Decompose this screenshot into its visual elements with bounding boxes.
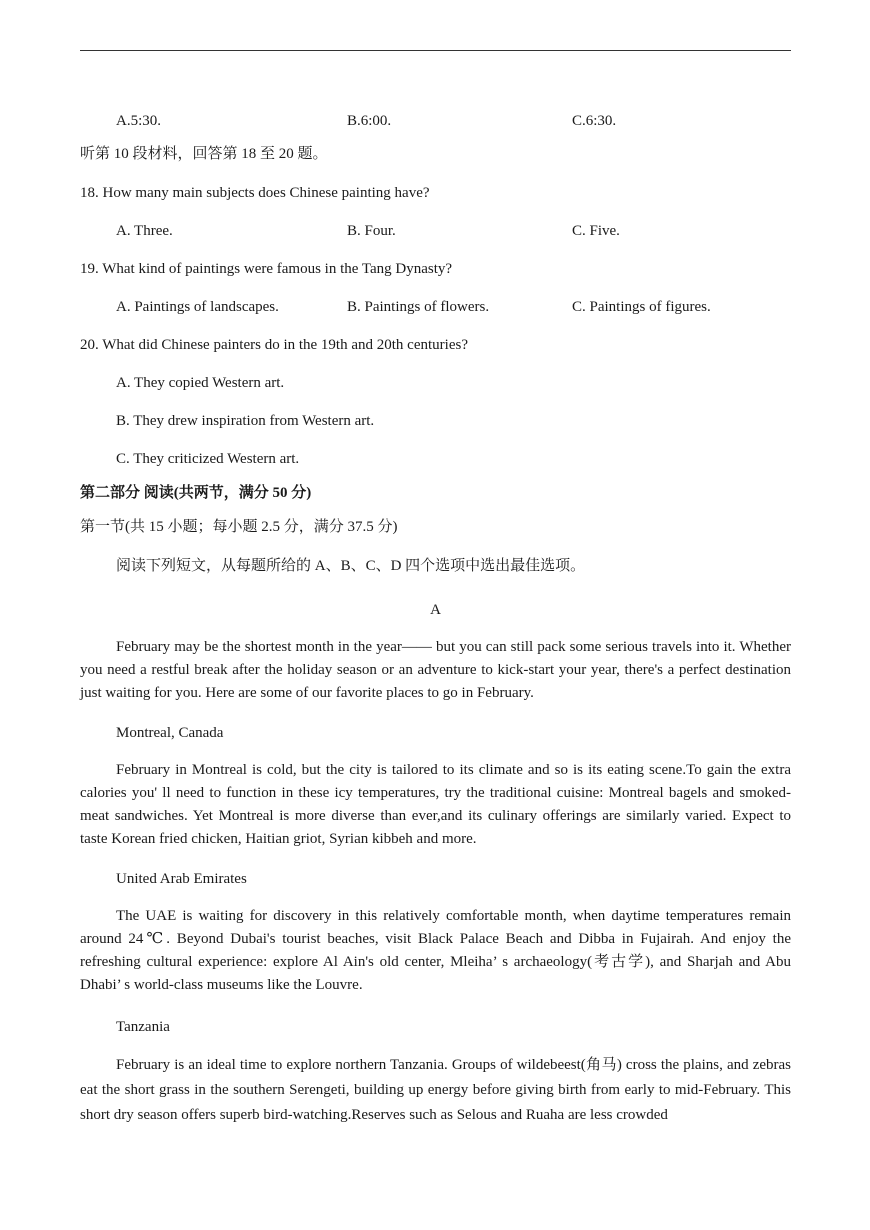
q18-option-b: B. Four. [347, 223, 396, 239]
q17-option-a: A.5:30. [116, 113, 161, 129]
intro-paragraph: February may be the shortest month in the year—— but you can still pack some serious travels into it. Whether you need a restful break after the holiday season or an adventure to kick-start your year, there's a perfect destination just waiting for you. Here are some of our favorite places to go in February. [80, 639, 791, 701]
destination-heading-uae: United Arab Emirates [116, 871, 247, 887]
destination-heading-tanzania: Tanzania [116, 1019, 170, 1035]
reading-instruction: 阅读下列短文，从每题所给的 A、B、C、D 四个选项中选出最佳选项。 [116, 558, 586, 574]
question-18-stem: 18. How many main subjects does Chinese painting have? [80, 185, 430, 201]
section10-instruction: 听第 10 段材料，回答第 18 至 20 题。 [80, 146, 328, 162]
q19-option-b: B. Paintings of flowers. [347, 299, 490, 315]
destination-heading-montreal: Montreal, Canada [116, 725, 224, 741]
q19-option-c: C. Paintings of figures. [572, 299, 711, 315]
part2-title: 第二部分 阅读(共两节，满分 50 分) [80, 485, 312, 501]
q17-option-b: B.6:00. [347, 113, 392, 129]
question-20-stem: 20. What did Chinese painters do in the 19th and 20th centuries? [80, 337, 468, 353]
q20-option-b: B. They drew inspiration from Western art. [116, 413, 375, 429]
destination-text-montreal: February in Montreal is cold, but the city is tailored to its climate and so is its eating scene.To gain the extra calories you' ll need to function in these icy temperatures, try the traditional cuisine: Montreal bagels and smoked-meat sandwiches. Yet Montreal is more diverse than ever,and its culinary offerings are similarly varied. Expect to taste Korean fried chicken, Haitian griot, Syrian kibbeh and more. [80, 762, 791, 847]
q19-option-a: A. Paintings of landscapes. [116, 299, 279, 315]
q18-option-a: A. Three. [116, 223, 173, 239]
header-rule [80, 50, 791, 51]
q20-option-c: C. They criticized Western art. [116, 451, 300, 467]
section1-title: 第一节(共 15 小题；每小题 2.5 分，满分 37.5 分) [80, 519, 398, 535]
destination-text-uae: The UAE is waiting for discovery in this relatively comfortable month, when daytime temperatures remain around 24℃. Beyond Dubai's tourist beaches, visit Black Palace Beach and Dibba in Fujairah. And enjoy the refreshing cultural experience: explore Al Ain's old center, Mleiha’ s archaeology(考古学), and Sharjah and Abu Dhabi’ s world-class museums like the Louvre. [80, 908, 791, 993]
q18-option-c: C. Five. [572, 223, 620, 239]
destination-text-tanzania: February is an ideal time to explore northern Tanzania. Groups of wildebeest(角马) cross the plains, and zebras eat the short grass in the southern Serengeti, building up energy before giving birth from early to mid-February. This short dry season offers superb bird-watching.Reserves such as Selous and Ruaha are less crowded [80, 1057, 791, 1123]
q17-option-c: C.6:30. [572, 113, 617, 129]
passage-letter: A [430, 602, 441, 618]
question-19-stem: 19. What kind of paintings were famous in the Tang Dynasty? [80, 261, 453, 277]
q20-option-a: A. They copied Western art. [116, 375, 285, 391]
